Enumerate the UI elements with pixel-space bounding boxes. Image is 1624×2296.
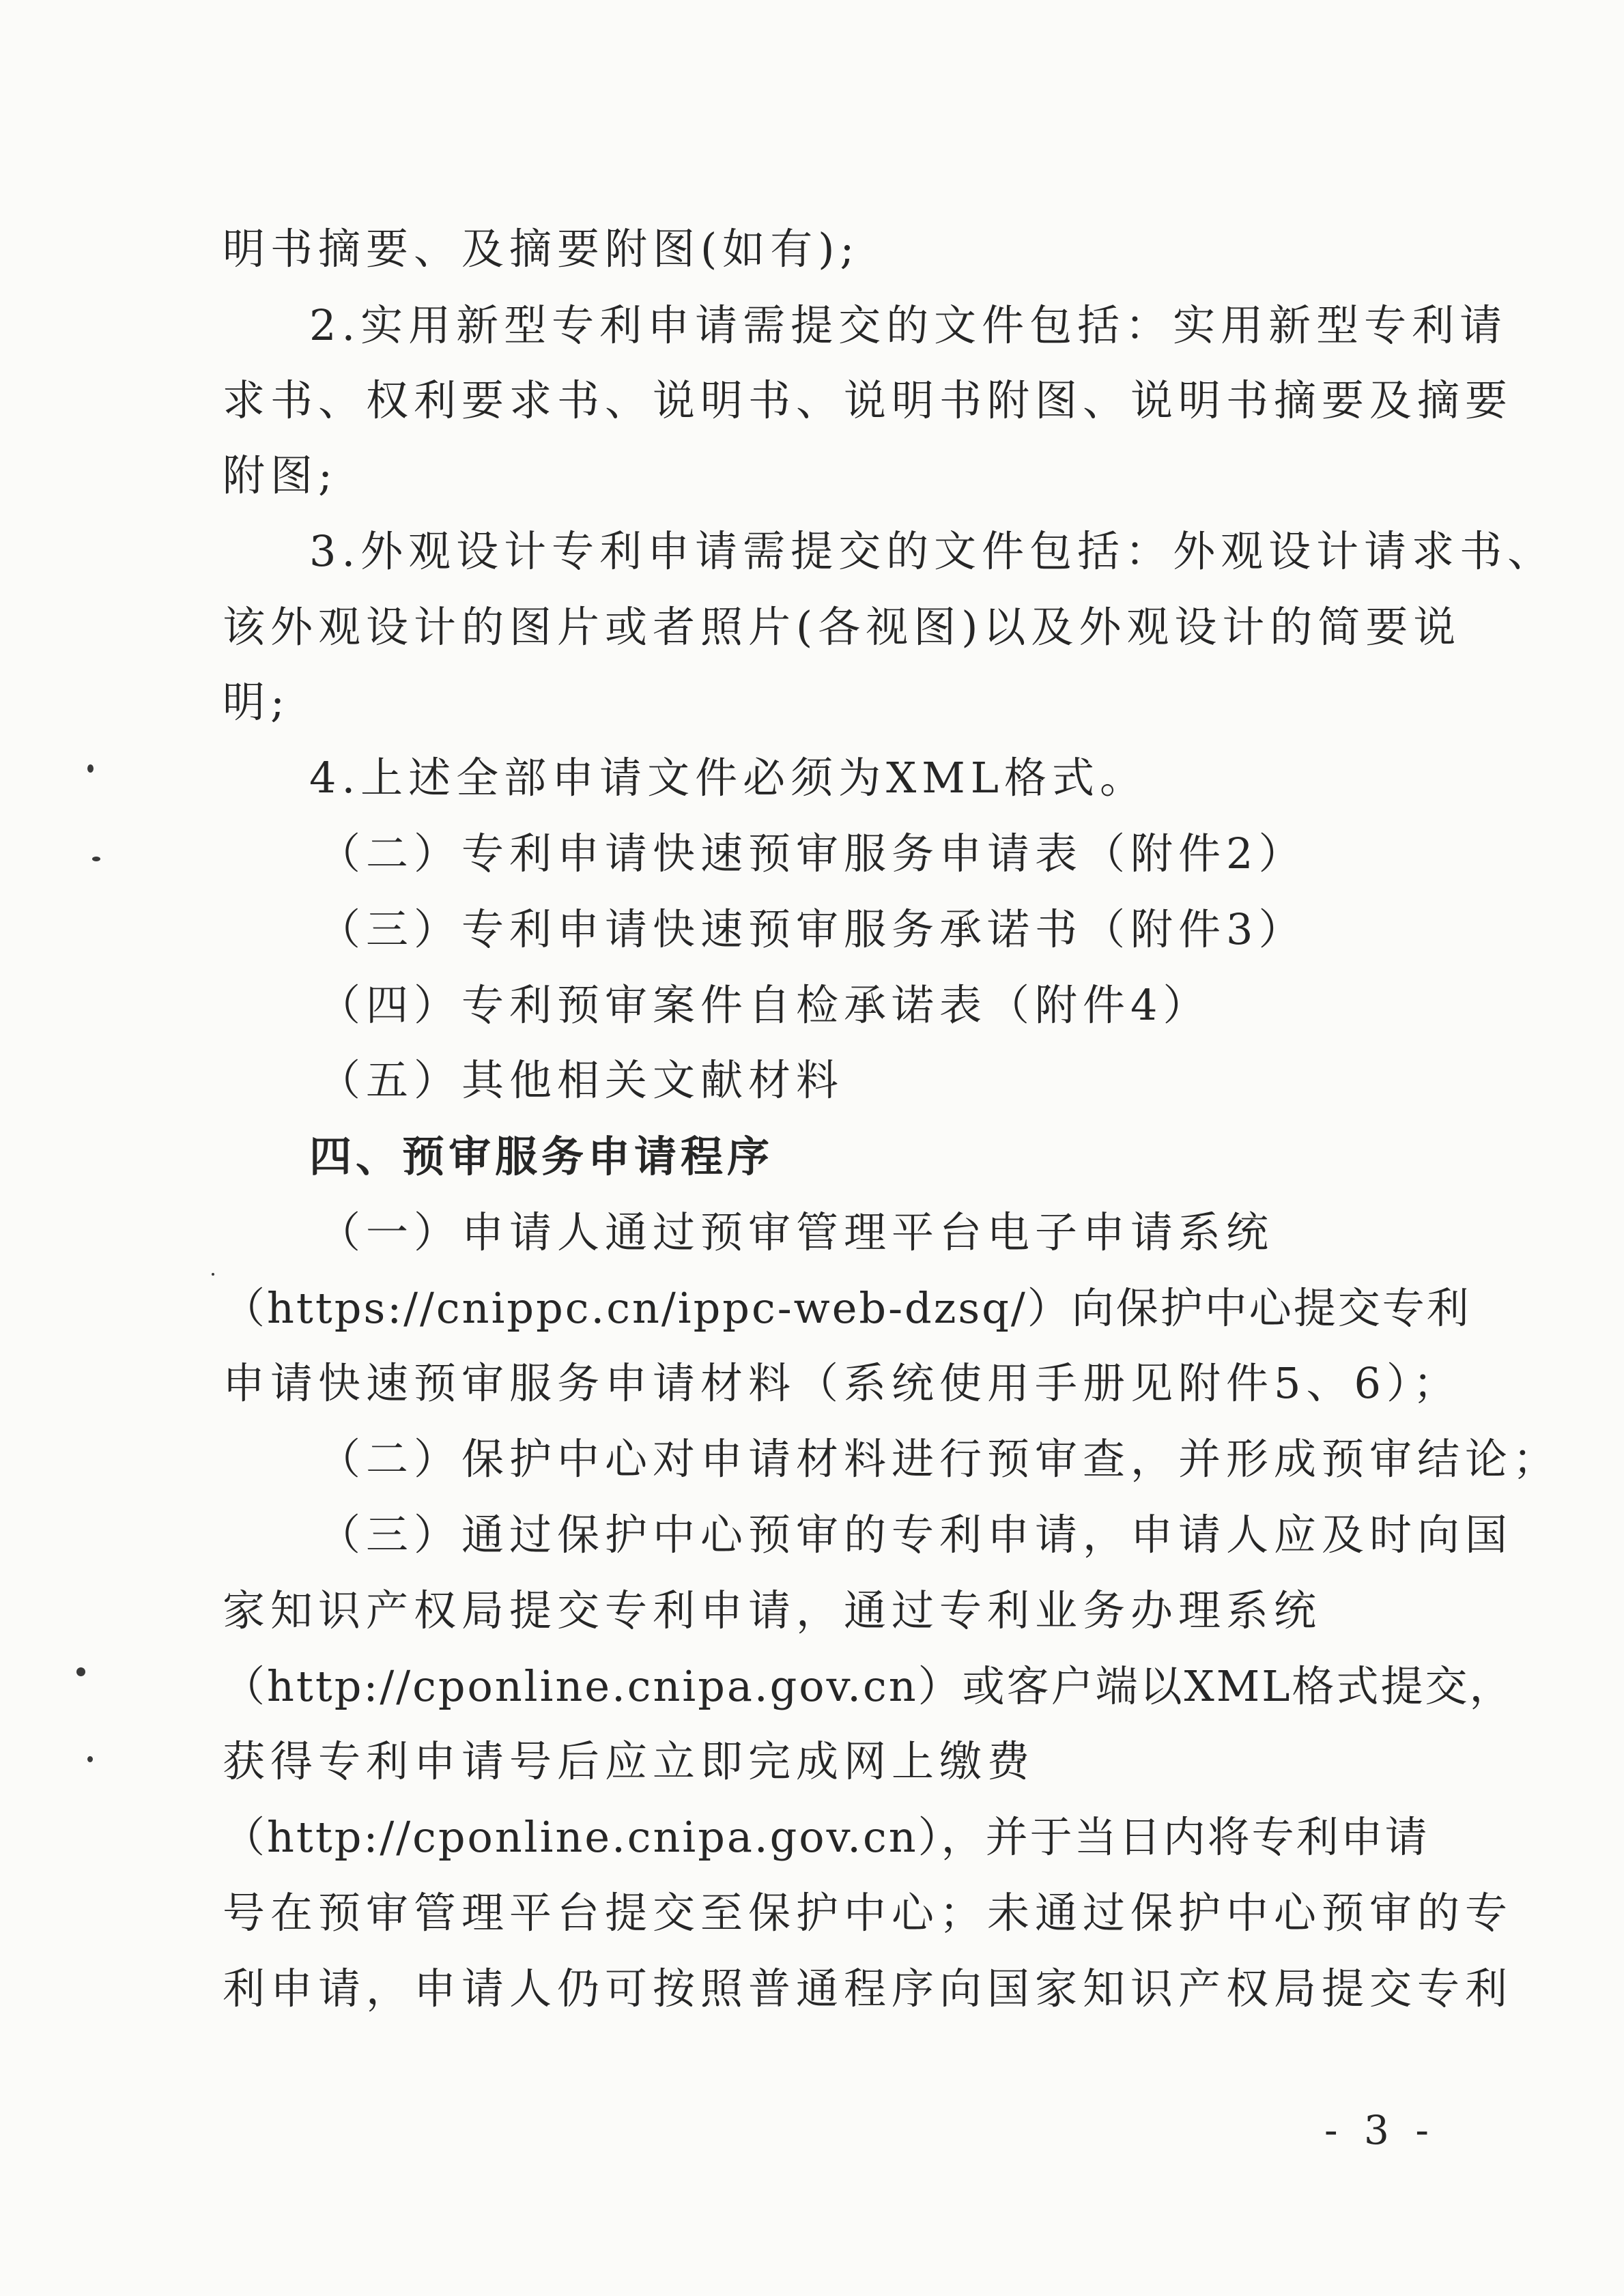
section-heading: 四、预审服务申请程序	[309, 1132, 774, 1181]
scan-speck	[92, 857, 100, 861]
scan-speck	[87, 764, 94, 773]
text-line-24: 利申请，申请人仍可按照普通程序向国家知识产权局提交专利	[223, 1964, 1513, 2013]
text-line-6: 该外观设计的图片或者照片(各视图)以及外观设计的简要说	[223, 602, 1462, 652]
text-line-10: （三）专利申请快速预审服务承诺书（附件3）	[318, 904, 1307, 954]
scan-speck	[76, 1667, 85, 1676]
text-line-20: （http://cponline.cnipa.gov.cn）或客户端以XML格式提交，	[223, 1661, 1514, 1711]
text-line-7: 明;	[223, 677, 290, 727]
text-line-18: （三）通过保护中心预审的专利申请，申请人应及时向国	[318, 1510, 1513, 1560]
text-line-14: （一）申请人通过预审管理平台电子申请系统	[318, 1207, 1274, 1257]
text-line-1: 明书摘要、及摘要附图(如有);	[223, 224, 860, 274]
text-line-22: （http://cponline.cnipa.gov.cn），并于当日内将专利申请	[223, 1812, 1429, 1862]
text-line-2: 2.实用新型专利申请需提交的文件包括：实用新型专利请	[309, 300, 1508, 350]
text-line-12: （五）其他相关文献材料	[318, 1055, 844, 1105]
text-line-9: （二）专利申请快速预审服务申请表（附件2）	[318, 829, 1307, 878]
text-line-19: 家知识产权局提交专利申请，通过专利业务办理系统	[223, 1585, 1322, 1635]
text-line-23: 号在预审管理平台提交至保护中心；未通过保护中心预审的专	[223, 1888, 1513, 1938]
text-line-3: 求书、权利要求书、说明书、说明书附图、说明书摘要及摘要	[223, 375, 1513, 425]
text-line-8: 4.上述全部申请文件必须为XML格式。	[309, 753, 1148, 803]
text-line-21: 获得专利申请号后应立即完成网上缴费	[223, 1736, 1036, 1786]
text-line-17: （二）保护中心对申请材料进行预审查，并形成预审结论；	[318, 1434, 1561, 1484]
scan-speck	[87, 1756, 93, 1762]
text-line-16: 申请快速预审服务申请材料（系统使用手册见附件5、6）；	[223, 1358, 1461, 1408]
text-line-5: 3.外观设计专利申请需提交的文件包括：外观设计请求书、	[309, 526, 1556, 576]
scan-speck	[212, 1273, 214, 1276]
text-line-11: （四）专利预审案件自检承诺表（附件4）	[318, 980, 1211, 1030]
text-line-4: 附图;	[223, 450, 338, 500]
page-number: - 3 -	[1324, 2107, 1436, 2153]
text-line-15: （https://cnippc.cn/ippc-web-dzsq/）向保护中心提交专利	[223, 1283, 1471, 1333]
